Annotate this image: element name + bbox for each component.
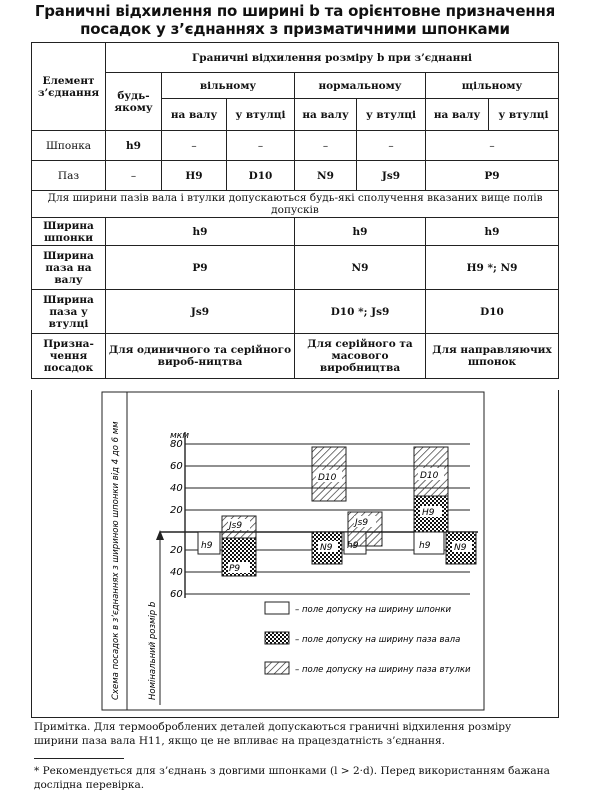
tick-label: 60	[170, 589, 183, 600]
cell: –	[295, 131, 357, 161]
legend-shaft: – поле допуску на ширину паза вала	[295, 635, 461, 645]
cell: –	[106, 161, 162, 191]
cell: –	[227, 131, 295, 161]
normal-header: нормальному	[295, 73, 426, 99]
field-label: Js9	[355, 518, 369, 528]
row-label: Призна-чення посадок	[32, 334, 106, 379]
row-label: Паз	[32, 161, 106, 191]
field-label: N9	[454, 543, 467, 553]
cell: –	[357, 131, 426, 161]
tick-label: 40	[170, 483, 183, 494]
cell: P9	[426, 161, 559, 191]
element-header: Елемент з’єднання	[32, 43, 106, 131]
free-header: вільному	[162, 73, 295, 99]
field-label: h9	[419, 541, 431, 551]
cell: Js9	[106, 290, 295, 334]
axis-caption: Номінальний розмір b	[148, 601, 158, 700]
free-hub-header: у втулці	[227, 99, 295, 131]
unit-label: мкм	[170, 431, 190, 441]
normal-shaft-header: на валу	[295, 99, 357, 131]
title-line-1: Граничні відхилення по ширині b та орієнтовне призначення	[34, 2, 556, 20]
field-label: H9	[422, 508, 435, 518]
table-note: Примітка. Для термооброблених деталей допускаються граничні відхилення розміру ширини паза вала H11, якщо це не впливає на працездатність з’єднання.	[34, 721, 512, 747]
row-label: Шпонка	[32, 131, 106, 161]
title-line-2: посадок у з’єднаннях з призматичними шпонками	[80, 20, 510, 38]
cell: N9	[295, 246, 426, 290]
tick-label: 60	[170, 461, 183, 472]
legend-swatch-hub	[265, 662, 289, 674]
field-label: Js9	[229, 521, 243, 531]
field-label: N9	[320, 543, 333, 553]
tick-label: 20	[170, 545, 183, 556]
tight-hub-header: у втулці	[489, 99, 559, 131]
legend-key: – поле допуску на ширину шпонки	[295, 605, 452, 615]
tight-shaft-header: на валу	[426, 99, 489, 131]
tick-label: 40	[170, 567, 183, 578]
cell: D10	[426, 290, 559, 334]
field-label: h9	[201, 541, 213, 551]
cell: Для серійного та масового виробництва	[295, 334, 426, 379]
tight-header: щільному	[426, 73, 559, 99]
legend-hub: – поле допуску на ширину паза втулки	[295, 665, 471, 675]
limits-header: Граничні відхилення розміру b при з’єднанні	[106, 43, 559, 73]
cell: Для направляючих шпонок	[426, 334, 559, 379]
cell: –	[426, 131, 559, 161]
cell: H9 *; N9	[426, 246, 559, 290]
cell: h9	[295, 218, 426, 246]
tick-label: 80	[170, 439, 183, 450]
free-shaft-header: на валу	[162, 99, 227, 131]
cell: D10	[227, 161, 295, 191]
tick-label: 20	[170, 505, 183, 516]
legend-swatch-key	[265, 602, 289, 614]
combination-note: Для ширини пазів вала і втулки допускаються будь-які сполучення вказаних вище полів допусків	[32, 191, 559, 218]
cell: Js9	[357, 161, 426, 191]
field-label: D10	[318, 473, 337, 483]
cell: Для одиничного та серійного вироб-ництва	[106, 334, 295, 379]
field-label: D10	[420, 471, 439, 481]
footnote-divider	[34, 758, 124, 759]
footnote: * Рекомендується для з’єднань з довгими шпонками (l > 2·d). Перед використанням бажана дослідна перевірка.	[34, 765, 550, 791]
cell: N9	[295, 161, 357, 191]
legend-swatch-shaft	[265, 632, 289, 644]
row-label: Ширина паза на валу	[32, 246, 106, 290]
cell: h9	[106, 218, 295, 246]
row-label: Ширина паза у втулці	[32, 290, 106, 334]
any-connection-header: будь-якому	[106, 73, 162, 131]
row-label: Ширина шпонки	[32, 218, 106, 246]
cell: h9	[426, 218, 559, 246]
field-label: P9	[229, 564, 241, 574]
cell: P9	[106, 246, 295, 290]
vertical-caption: Схема посадок в з’єднаннях з шириною шпонки від 4 до 6 мм	[111, 421, 121, 700]
cell: H9	[162, 161, 227, 191]
normal-hub-header: у втулці	[357, 99, 426, 131]
cell: h9	[106, 131, 162, 161]
cell: D10 *; Js9	[295, 290, 426, 334]
cell: –	[162, 131, 227, 161]
